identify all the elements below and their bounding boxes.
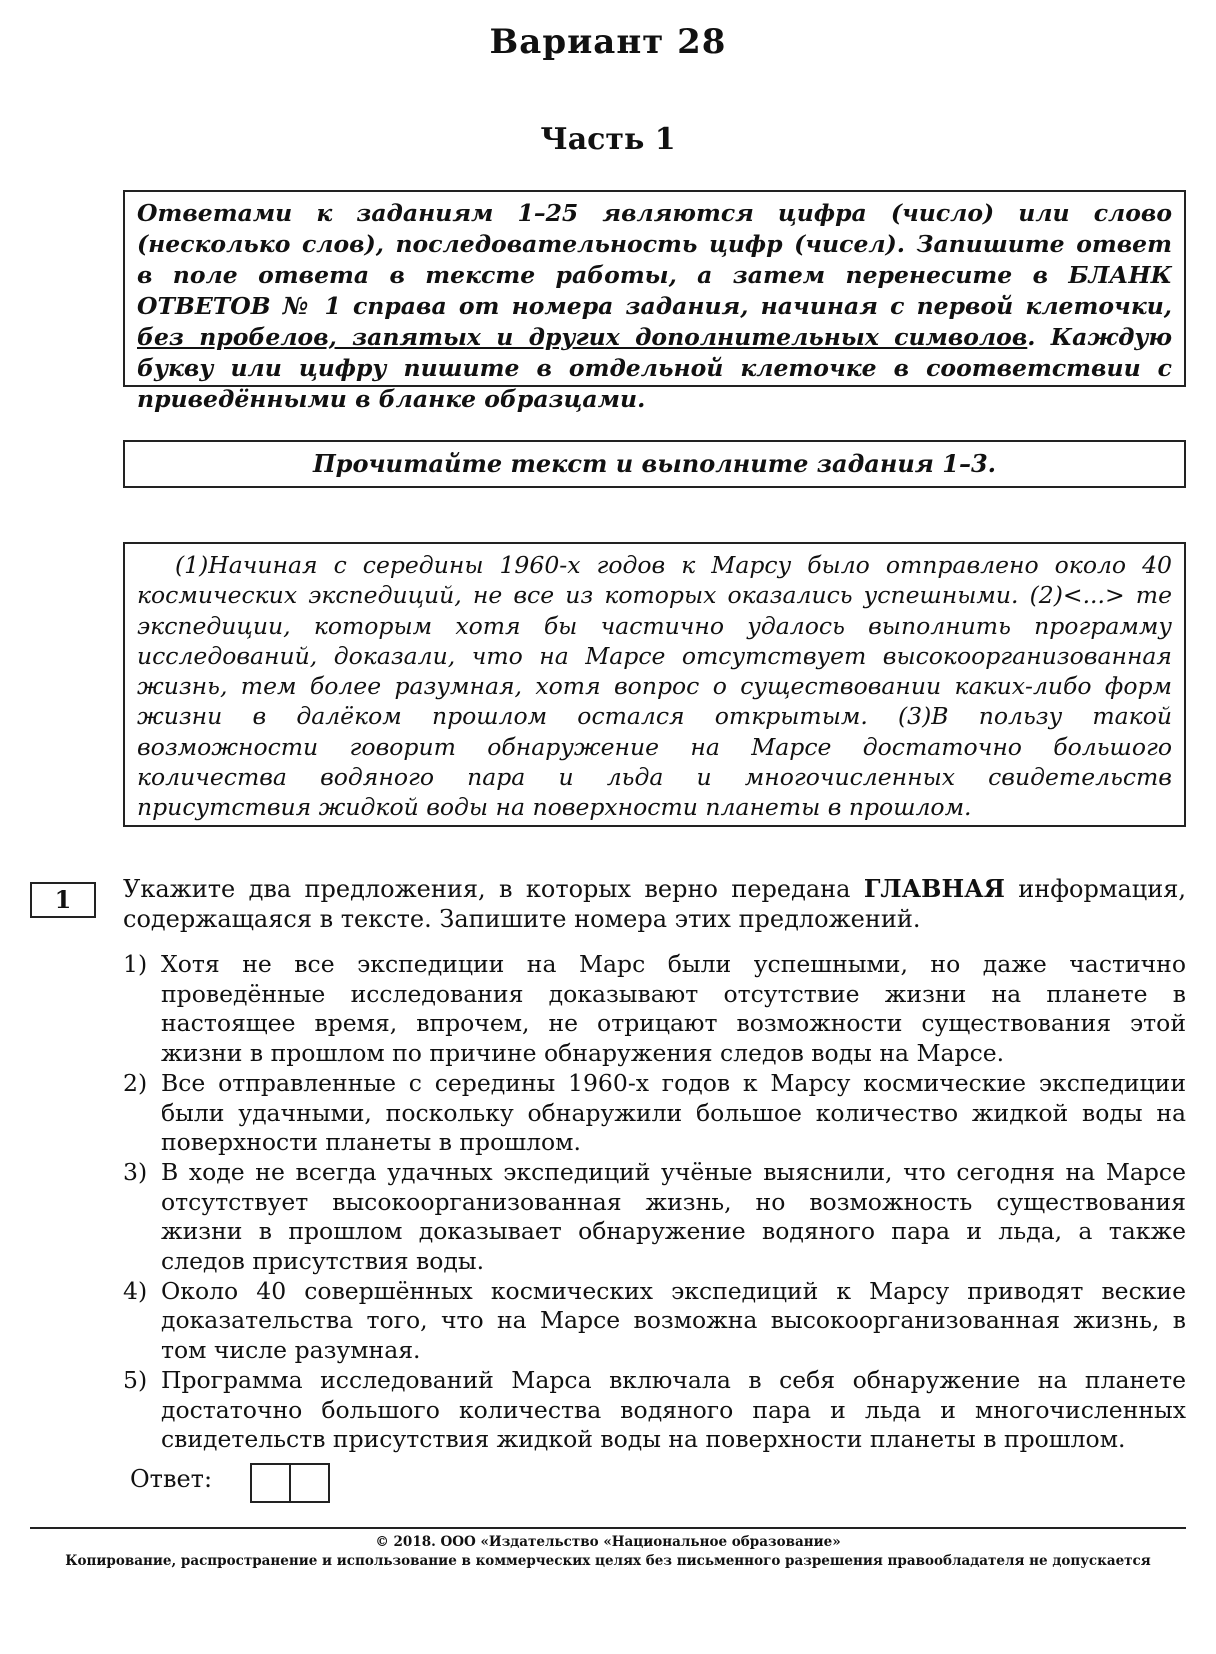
- task-number: 1: [30, 882, 96, 918]
- instructions-box: [123, 190, 1186, 413]
- option-text: Хотя не все экспедиции на Марс были успешными, но даже частично проведённые исследования доказывают отсутствие жизни на планете в настоящее время, впрочем, не отрицают возможности существования этой жизни в прошлом по причине обнаружения следов воды на Марсе.: [161, 950, 1186, 1068]
- footer-divider: [30, 1527, 1186, 1529]
- option-number: 4): [123, 1276, 148, 1305]
- read-prompt: Прочитайте текст и выполните задания 1–3.: [123, 440, 1186, 488]
- footer-copyright: © 2018. ООО «Издательство «Национальное образование»: [375, 1534, 841, 1550]
- page-title: Вариант 28: [489, 22, 727, 62]
- option-number: 3): [123, 1157, 148, 1186]
- option-item: [123, 950, 1186, 1069]
- question-text-end: информация, содержащаяся в тексте. Запишите номера этих предложений.: [123, 875, 1186, 933]
- option-item: [123, 1366, 1186, 1455]
- option-number: 2): [123, 1068, 148, 1097]
- instructions-text-end: . Каждую букву или цифру пишите в отдельной клеточке в соответствии с приведёнными в бланке образцами.: [137, 323, 1172, 413]
- option-text: Программа исследований Марса включала в себя обнаружение на планете достаточно большого количества водяного пара и льда и многочисленных свидетельств присутствия жидкой воды на поверхности планеты в прошлом.: [161, 1365, 1186, 1454]
- task-question: [123, 874, 1186, 934]
- option-item: [123, 1069, 1186, 1158]
- footer-notice: Копирование, распространение и использование в коммерческих целях без письменного разрешения правообладателя не допускается: [65, 1553, 1151, 1569]
- option-number: 1): [123, 950, 148, 978]
- option-text: Около 40 совершённых космических экспедиций к Марсу приводят веские доказательства того, что на Марсе возможна высокоорганизованная жизнь, в том числе разумная.: [161, 1276, 1186, 1365]
- question-bold: ГЛАВНАЯ: [863, 874, 1005, 903]
- option-text: Все отправленные с середины 1960-х годов к Марсу космические экспедиции были удачными, поскольку обнаружили большое количество жидкой воды на поверхности планеты в прошлом.: [161, 1068, 1186, 1157]
- instructions-text: Ответами к заданиям 1–25 являются цифра (число) или слово (несколько слов), последовательность цифр (чисел). Запишите ответ в поле ответа в тексте работы, а затем перенесите в БЛАНК ОТВЕТОВ № 1 справа от номера задания, начиная с первой клеточки,: [137, 199, 1172, 320]
- answer-options: [123, 950, 1186, 1455]
- option-text: В ходе не всегда удачных экспедиций учёные выяснили, что сегодня на Марсе отсутствует высокоорганизованная жизнь, но возможность существования жизни в прошлом доказывает обнаружение водяного пара и льда, а также следов присутствия воды.: [161, 1157, 1186, 1276]
- answer-label: Ответ:: [130, 1465, 213, 1493]
- instructions-underlined: без пробелов, запятых и других дополнительных символов: [137, 323, 1028, 351]
- answer-cells[interactable]: [250, 1463, 330, 1503]
- answer-cell-2[interactable]: [289, 1465, 328, 1501]
- option-item: [123, 1277, 1186, 1366]
- option-item: [123, 1158, 1186, 1277]
- option-number: 5): [123, 1365, 148, 1394]
- reading-text: (1)Начиная с середины 1960-х годов к Марсу было отправлено около 40 космических экспедиций, не все из которых оказались успешными. (2)<...> те экспедиции, которым хотя бы частично удалось выполнить программу исследований, доказали, что на Марсе отсутствует высокоорганизованная жизнь, тем более разумная, хотя вопрос о существовании каких-либо форм жизни в далёком прошлом остался открытым. (3)В пользу такой возможности говорит обнаружение на Марсе достаточно большого количества водяного пара и льда и многочисленных свидетельств присутствия жидкой воды на поверхности планеты в прошлом.: [123, 542, 1186, 827]
- question-text: Укажите два предложения, в которых верно передана: [123, 875, 864, 903]
- answer-cell-1[interactable]: [252, 1465, 289, 1501]
- part-heading: Часть 1: [540, 122, 676, 157]
